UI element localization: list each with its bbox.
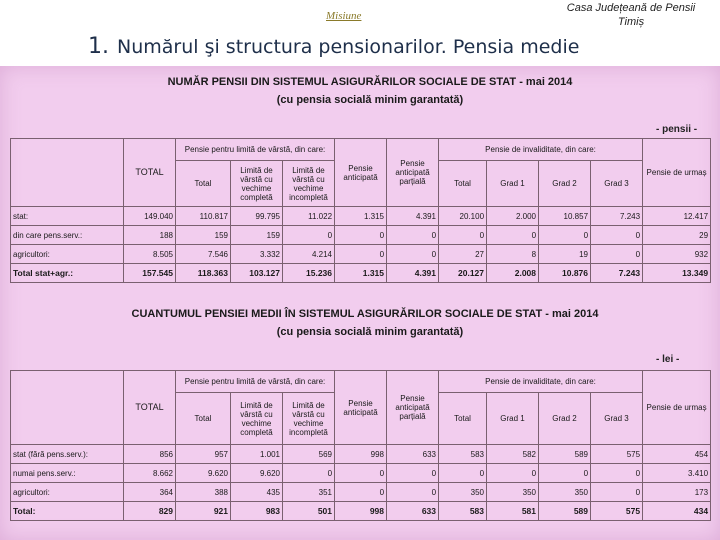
cell: 8.505 [124,245,176,264]
cell: 388 [176,483,231,502]
row-label: Total stat+agr.: [11,264,124,283]
cell: 921 [176,502,231,521]
slide-header [0,0,720,66]
cell: 957 [176,445,231,464]
cell: 351 [283,483,335,502]
t2-header-grad1: Grad 1 [487,393,539,445]
t1-header-inv-total: Total [439,161,487,207]
cell: 434 [643,502,711,521]
table2-title: CUANTUMUL PENSIEI MEDII ÎN SISTEMUL ASIGURĂRILOR SOCIALE DE STAT - mai 2014 [131,308,599,320]
cell: 9.620 [176,464,231,483]
cell: 11.022 [283,207,335,226]
cell: 0 [335,245,387,264]
row-label: din care pens.serv.: [11,226,124,245]
cell: 0 [283,226,335,245]
cell: 19 [539,245,591,264]
cell: 589 [539,502,591,521]
cell: 7.243 [591,264,643,283]
table-row [11,264,711,283]
cell: 364 [124,483,176,502]
table2-subtitle: (cu pensia socială minim garantată) [276,326,464,338]
t1-header-limita-group: Pensie pentru limită de vârstă, din care: [176,139,335,161]
cell: 0 [335,483,387,502]
cell: 501 [283,502,335,521]
cell: 3.410 [643,464,711,483]
table1-subtitle: (cu pensia socială minim garantată) [276,94,464,106]
cell: 8.662 [124,464,176,483]
t2-header-anticipata-partiala: Pensie anticipată parțială [387,371,439,445]
cell: 8 [487,245,539,264]
table2-unit: - lei - [656,354,680,365]
cell: 9.620 [231,464,283,483]
cell: 0 [439,226,487,245]
cell: 173 [643,483,711,502]
t1-header-grad3: Grad 3 [591,161,643,207]
cell: 27 [439,245,487,264]
cell: 856 [124,445,176,464]
cell: 12.417 [643,207,711,226]
cell: 1.315 [335,207,387,226]
t2-header-inv-total: Total [439,393,487,445]
cell: 13.349 [643,264,711,283]
cell: 4.391 [387,264,439,283]
cell: 118.363 [176,264,231,283]
cell: 10.857 [539,207,591,226]
t2-header-limita-incompleta: Limită de vârstă cu vechime incompletă [283,393,335,445]
cell: 454 [643,445,711,464]
cell: 20.127 [439,264,487,283]
t1-header-anticipata: Pensie anticipată [335,139,387,207]
t1-header-total: TOTAL [124,139,176,207]
cell: 581 [487,502,539,521]
t1-header-invaliditate-group: Pensie de invaliditate, din care: [439,139,643,161]
cell: 3.332 [231,245,283,264]
table-row [11,502,711,521]
cell: 829 [124,502,176,521]
cell: 2.008 [487,264,539,283]
cell: 0 [387,483,439,502]
cell: 0 [591,483,643,502]
slide-title-number: 1. [88,34,109,59]
cell: 582 [487,445,539,464]
cell: 0 [539,226,591,245]
t2-header-limita-group: Pensie pentru limită de vârstă, din care: [176,371,335,393]
cell: 10.876 [539,264,591,283]
cell: 188 [124,226,176,245]
cell: 157.545 [124,264,176,283]
cell: 4.214 [283,245,335,264]
t1-header-grad1: Grad 1 [487,161,539,207]
cell: 0 [335,464,387,483]
t1-header-limita-completa: Limită de vârstă cu vechime completă [231,161,283,207]
t1-header-anticipata-partiala: Pensie anticipată parțială [387,139,439,207]
cell: 932 [643,245,711,264]
t1-header-limita-incompleta: Limită de vârstă cu vechime incompletă [283,161,335,207]
cell: 569 [283,445,335,464]
table-row [11,226,711,245]
cell: 633 [387,502,439,521]
cell: 1.315 [335,264,387,283]
t2-header-invaliditate-group: Pensie de invaliditate, din care: [439,371,643,393]
institution-name: Casa Județeană de Pensii Timiș [566,2,696,28]
cell: 15.236 [283,264,335,283]
table1-unit: - pensii - [656,124,698,135]
table-row [11,483,711,502]
cell: 0 [591,226,643,245]
slide-title [88,34,579,59]
cell: 4.391 [387,207,439,226]
t2-header-grad3: Grad 3 [591,393,643,445]
cell: 7.546 [176,245,231,264]
slide-title-text: Numărul şi structura pensionarilor. Pensia medie [117,36,580,58]
row-label: numai pens.serv.: [11,464,124,483]
cell: 0 [387,464,439,483]
t2-header-anticipata: Pensie anticipată [335,371,387,445]
cell: 2.000 [487,207,539,226]
cell: 589 [539,445,591,464]
scanned-document [0,66,720,540]
row-label: stat: [11,207,124,226]
cell: 149.040 [124,207,176,226]
cell: 583 [439,502,487,521]
cell: 350 [487,483,539,502]
cell: 20.100 [439,207,487,226]
t1-header-urmas: Pensie de urmaș [643,139,711,207]
t2-header-grad2: Grad 2 [539,393,591,445]
cell: 103.127 [231,264,283,283]
t2-header-urmas: Pensie de urmaș [643,371,711,445]
table1-title: NUMĂR PENSII DIN SISTEMUL ASIGURĂRILOR SOCIALE DE STAT - mai 2014 [167,76,573,88]
t1-header-grad2: Grad 2 [539,161,591,207]
row-label: agricultori: [11,245,124,264]
cell: 0 [283,464,335,483]
misiune-link[interactable]: Misiune [326,10,362,22]
cell: 29 [643,226,711,245]
row-label: stat (fără pens.serv.): [11,445,124,464]
cell: 110.817 [176,207,231,226]
cell: 0 [591,245,643,264]
table-row [11,445,711,464]
cell: 633 [387,445,439,464]
cell: 159 [231,226,283,245]
cell: 0 [439,464,487,483]
cell: 350 [439,483,487,502]
t1-header-limita-total: Total [176,161,231,207]
cell: 159 [176,226,231,245]
cell: 0 [487,226,539,245]
cell: 0 [335,226,387,245]
t2-header-limita-total: Total [176,393,231,445]
table2-average-pension [10,370,711,521]
cell: 998 [335,502,387,521]
cell: 7.243 [591,207,643,226]
table-row [11,207,711,226]
cell: 0 [539,464,591,483]
cell: 0 [387,245,439,264]
table-row [11,245,711,264]
cell: 0 [387,226,439,245]
cell: 0 [591,464,643,483]
cell: 575 [591,445,643,464]
cell: 0 [487,464,539,483]
cell: 998 [335,445,387,464]
cell: 435 [231,483,283,502]
cell: 1.001 [231,445,283,464]
cell: 575 [591,502,643,521]
row-label: agricultori: [11,483,124,502]
cell: 99.795 [231,207,283,226]
row-label: Total: [11,502,124,521]
t2-header-limita-completa: Limită de vârstă cu vechime completă [231,393,283,445]
cell: 583 [439,445,487,464]
table-row [11,464,711,483]
table1-pension-count [10,138,711,283]
cell: 983 [231,502,283,521]
t2-header-total: TOTAL [124,371,176,445]
cell: 350 [539,483,591,502]
